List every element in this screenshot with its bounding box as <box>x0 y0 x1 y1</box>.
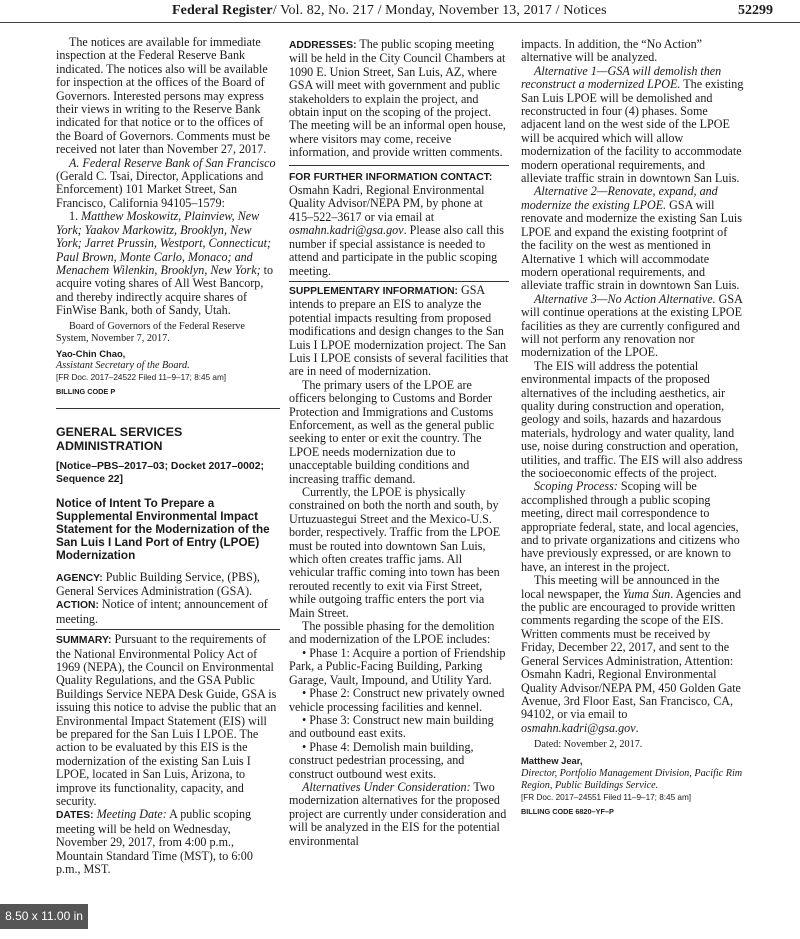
applicant-text: to acquire voting shares of All West Bancorp, and thereby indirectly acquire shares of FinWise Bank, both of Sandy, Utah. <box>56 262 274 318</box>
document-title: Notice of Intent To Prepare a Supplemental Environmental Impact Statement for the Modernization of the San Luis I Land Port of Entry (LPOE) Modernization <box>56 496 270 563</box>
signer-name: Yao-Chin Chao, <box>56 347 126 359</box>
action-field <box>56 598 280 626</box>
agency-label: AGENCY: <box>56 572 103 584</box>
meeting-end: . <box>635 720 639 735</box>
meeting-text: . Agencies and the public are encouraged to provide written comments regarding the scope of the EIS. Written comments must be received by Friday, December 22, 2017, and sent to the General Services Administration, Attention: Osmahn Kadri, Regional Environmental Quality Advisor/NEPA PM, 450 Golden Gate Avenue, 3rd Floor East, San Francisco, CA, 94102, or via email to <box>521 586 742 722</box>
billing-code: BILLING CODE P <box>56 386 116 396</box>
scoping-heading: Scoping Process: <box>534 479 618 494</box>
newspaper-name: Yuma Sun <box>622 586 671 601</box>
contact-rest: . Please also call this number if special assistance is needed to attend and participate in the public scoping meeting. <box>289 223 505 278</box>
section-divider <box>56 408 280 409</box>
summary-text: Pursuant to the requirements of the National Environmental Policy Act of 1969 (NEPA), the Council on Environmental Quality Regulations, and the GSA Public Buildings Service NEPA Desk Guide, GSA is issuing this notice to advise the public that an Environmental Impact Statement (EIS) will be prepared for the San Luis I LPOE. The action to be evaluated by this EIS is the modernization of the existing San Luis I LPOE, located in San Luis, Arizona, to improve its functionality, capacity, and security. <box>56 632 277 809</box>
field-divider <box>289 165 509 166</box>
addresses-label: ADDRESSES: <box>289 40 357 51</box>
addresses-field <box>289 38 509 160</box>
signer-title-text: Assistant Secretary of the Board. <box>56 359 190 371</box>
field-divider <box>56 629 280 630</box>
alternative-2-text: GSA will renovate and modernize the existing San Luis LPOE and expand the existing footprint of the facility on the west as mentioned in Alternative 1 which will accommodate modern operational requirements, and alleviate traffic strain in downtown San Luis. <box>521 197 742 293</box>
paragraph-eis: The EIS will address the potential environmental impacts of the proposed alternatives of the including aesthetics, air quality during construction and operation, geology and soils, hazards and hazardous materials, hydrology and water quality, land use, noise during construction and operation, utilities, and traffic. The EIS will also address the socioeconomic effects of the project. <box>521 358 743 480</box>
column-3 <box>521 38 745 818</box>
publication-name: Federal Register <box>172 3 273 18</box>
bank-address: (Gerald C. Tsai, Director, Applications and Enforcement) 101 Market Street, San Francisco, California 94105–1579: <box>56 169 264 210</box>
alternatives-heading: Alternatives Under Consideration: <box>302 779 471 794</box>
paragraph-alternative-3 <box>521 293 745 360</box>
agency-heading: GENERAL SERVICES ADMINISTRATION <box>56 425 183 454</box>
supplementary-field <box>289 284 509 379</box>
signer-title <box>56 360 280 372</box>
action-text: Notice of intent; announcement of meeting. <box>56 597 268 626</box>
paragraph-applicants <box>56 210 280 317</box>
phase-item: • Phase 4: Demolish main building, construct pedestrian processing, and construct outbound west exits. <box>289 739 474 781</box>
header-title <box>172 3 607 19</box>
contact-field <box>289 170 509 278</box>
paragraph-meeting <box>521 574 745 735</box>
paragraph-phasing: The possible phasing for the demolition and modernization of the LPOE includes: <box>289 619 495 647</box>
paragraph-scoping <box>521 480 745 574</box>
dates-field <box>56 808 280 876</box>
applicant-names: Matthew Moskowitz, Plainview, New York; Yaakov Markowitz, Brooklyn, New York; Jarret Prussin, Westport, Connecticut; Paul Brown, Monte Carlo, Monaco; and Menachem Wilenkin, Brooklyn, New York; <box>56 209 271 277</box>
dates-italic: Meeting Date: <box>93 807 167 822</box>
supplementary-text: GSA intends to prepare an EIS to analyze the potential impacts resulting from proposed modifications and design changes to the San Luis I LPOE modernization project. The San Luis I LPOE consists of several facilities that are in need of modernization. <box>289 282 509 379</box>
dated-line: Dated: November 2, 2017. <box>534 739 643 751</box>
paragraph-users: The primary users of the LPOE are officers belonging to Customs and Border Protection and Immigrations and Customs Enforcement, as well as the general public seeking to enter or exit the country. The LPOE needs modernization due to unacceptable building conditions and increasing traffic demand. <box>289 377 495 486</box>
paragraph-alternative-1 <box>521 65 745 186</box>
summary-label: SUMMARY: <box>56 635 112 647</box>
phase-item: • Phase 2: Construct new privately owned vehicle processing facilities and kennel. <box>289 686 505 714</box>
board-line: Board of Governors of the Federal Reserve System, November 7, 2017. <box>56 320 245 344</box>
fr-doc-line: [FR Doc. 2017–24551 Filed 11–9–17; 8:45 am] <box>521 792 692 802</box>
addresses-text: The public scoping meeting will be held in the City Council Chambers at 1090 E. Union Street, San Luis, AZ, where GSA will meet with government and public stakeholders to explain the project, and obtain input on the scoping of the project. The meeting will be an informal open house, where visitors may come, receive information, and provide written comments. <box>289 37 506 160</box>
fr-doc-line: [FR Doc. 2017–24522 Filed 11–9–17; 8:45 am] <box>56 372 227 382</box>
agency-field <box>56 571 280 599</box>
alternative-1-text: The existing San Luis LPOE will be demolished and reconstructed in four (4) phases. Some adjacent land on the west side of the LPOE will be acquired which will allow modernization of the facility to accommodate modern operational requirements, and alleviate traffic strain in downtown San Luis. <box>521 77 744 186</box>
paragraph: The notices are available for immediate inspection at the Federal Reserve Bank indicated. The notices also will be available for inspection at the offices of the Board of Governors. Interested persons may express their views in writing to the Reserve Bank indicated for that notice or to the offices of the Board of Governors. Comments must be received not later than November 27, 2017. <box>56 35 270 157</box>
alternative-3-heading: Alternative 3—No Action Alternative. <box>534 291 716 306</box>
meeting-email: osmahn.kadri@gsa.gov <box>521 720 636 735</box>
signer-title <box>521 768 745 792</box>
paragraph-bank <box>56 157 280 211</box>
alternative-3-text: GSA will continue operations at the existing LPOE facilities as they are currently configured and will not perform any renovation nor modernization of the LPOE. <box>521 291 743 360</box>
column-1 <box>56 36 280 876</box>
paragraph-alternative-2 <box>521 185 745 292</box>
page-number: 52299 <box>738 3 773 18</box>
signer-name: Matthew Jear, <box>521 755 583 767</box>
billing-code: BILLING CODE 6820–YF–P <box>521 806 614 816</box>
paragraph-continued: impacts. In addition, the “No Action” alternative will be analyzed. <box>521 37 703 65</box>
contact-email: osmahn.kadri@gsa.gov <box>289 223 404 238</box>
paragraph-alternatives <box>289 781 509 848</box>
issue-line: / Vol. 82, No. 217 / Monday, November 13, 2017 / Notices <box>272 3 607 18</box>
item-number: 1. <box>69 209 82 224</box>
field-divider <box>289 281 509 282</box>
column-2 <box>289 38 509 848</box>
signer-title-text: Director, Portfolio Management Division, Pacific Rim Region, Public Buildings Service. <box>521 767 743 791</box>
paragraph-currently: Currently, the LPOE is physically constrained on both the north and south, by Urtuzuastegui Street and the Mexico-U.S. border, respectively. Traffic from the LPOE must be routed into downtown San Luis, which often creates traffic jams. All vehicular traffic coming into town has been rerouted recently to exit via First Street, while outgoing traffic enters the port via Main Street. <box>289 485 501 620</box>
contact-label: FOR FURTHER INFORMATION CONTACT: <box>289 171 493 183</box>
meeting-lead: This meeting will be announced in the local newspaper, the <box>521 573 720 601</box>
alternative-2-heading: Alternative 2—Renovate, expand, and modernize the existing LPOE. <box>521 184 718 212</box>
action-label: ACTION: <box>56 600 99 612</box>
page-size-badge: 8.50 x 11.00 in <box>0 904 88 929</box>
alternatives-text: Two modernization alternatives for the proposed project are currently under consideration and will be analyzed in the EIS for the potential environmental <box>289 779 507 848</box>
agency-text: Public Building Service, (PBS), General Services Administration (GSA). <box>56 569 260 598</box>
bank-name: A. Federal Reserve Bank of San Francisco <box>69 155 276 170</box>
phase-item: • Phase 1: Acquire a portion of Friendship Park, a Public-Facing Building, Parking Garage, Vault, Impound, and Utility Yard. <box>289 645 506 687</box>
summary-field <box>56 633 280 808</box>
page-header <box>0 0 800 23</box>
scoping-text: Scoping will be accomplished through a public scoping meeting, direct mail correspondence to appropriate federal, state, and local agencies, and to private organizations and citizens who have previously expressed, or are known to have, an interest in the project. <box>521 479 740 574</box>
supplementary-label: SUPPLEMENTARY INFORMATION: <box>289 285 458 297</box>
contact-text: Osmahn Kadri, Regional Environmental Quality Advisor/NEPA PM, by phone at 415–522–3617 or via email at <box>289 183 485 224</box>
alternative-1-heading: Alternative 1—GSA will demolish then reconstruct a modernized LPOE. <box>521 63 722 92</box>
dates-label: DATES: <box>56 810 94 822</box>
notice-id: [Notice–PBS–2017–03; Docket 2017–0002; Sequence 22] <box>56 461 264 485</box>
phase-item: • Phase 3: Construct new main building and outbound east exits. <box>289 712 494 741</box>
dates-text: A public scoping meeting will be held on Wednesday, November 29, 2017, from 4:00 p.m., Mountain Standard Time (MST), to 6:00 p.m., MST. <box>56 807 253 877</box>
